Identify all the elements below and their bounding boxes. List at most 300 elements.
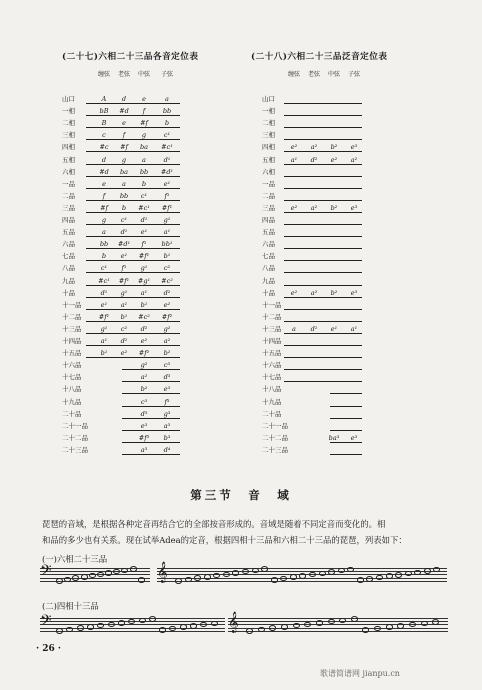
note-head (211, 621, 218, 627)
table_left-fret-line (86, 285, 180, 286)
table_left-note: b² (140, 385, 148, 394)
table_left-fret-label: 十一品 (62, 300, 82, 309)
table_left-note: a² (163, 337, 171, 345)
table_left-note: d² (163, 288, 171, 297)
table_left-note: c² (163, 264, 171, 273)
note-head (246, 628, 253, 634)
note-head (138, 577, 145, 583)
table_left-note: #d (99, 167, 109, 176)
note-head (271, 577, 278, 583)
table_left-note: #c¹ (98, 276, 110, 285)
table_left-note: e (102, 179, 106, 188)
table_right-note: a² (310, 143, 318, 152)
example-1-treble-staff (157, 562, 447, 583)
table_left-note: b (101, 252, 107, 261)
table_right-fret-line (284, 381, 362, 382)
treble-clef-icon: 𝄞 (157, 562, 168, 583)
table_left-note: f (122, 131, 126, 140)
table_left-fret-line (122, 369, 180, 370)
table_right-note: d² (310, 155, 318, 164)
note-head (339, 618, 346, 624)
table_left-note: #f³ (138, 433, 150, 442)
table_right-note: b² (330, 203, 338, 212)
table_right-fret-line (284, 260, 362, 261)
table_left-string-header: 中弦 (138, 71, 151, 78)
table_left-fret-line (86, 236, 180, 237)
table_left-note: g² (140, 361, 148, 370)
table_right-note: e² (330, 155, 338, 164)
table_right-note: a² (350, 155, 358, 164)
note-head (338, 568, 345, 574)
table_left-note: #g¹ (137, 276, 151, 285)
table_left-fret-line (86, 224, 180, 225)
note-head (328, 569, 335, 575)
note-head (366, 576, 373, 582)
table_left-note: g³ (163, 409, 171, 418)
note-head (258, 627, 265, 633)
note-head (149, 616, 156, 622)
staff-line (157, 571, 447, 572)
note-head (386, 573, 393, 579)
table_left-note: b (164, 119, 170, 128)
table_right-fret-label: 十四品 (262, 337, 282, 345)
table_right-fret-label: 六品 (262, 240, 275, 249)
note-head (105, 570, 112, 576)
table_left-fret-line (86, 272, 180, 273)
table_right-note: b² (330, 143, 338, 152)
table_left-note: f³ (164, 397, 170, 406)
table_left-fret-label: 十九品 (62, 397, 82, 406)
table_left-fret-line (122, 430, 180, 431)
table_left-fret-label: 十七品 (62, 373, 82, 382)
table_left-note: #c² (161, 276, 173, 285)
table_right-fret-line (330, 430, 362, 431)
table_right-fret-label: 二十一品 (262, 421, 288, 430)
table_left-note: g¹ (163, 216, 171, 224)
table_left-fret-label: 五相 (62, 155, 75, 164)
example-2-bass-staff (40, 612, 225, 633)
table_left-note: b¹ (140, 300, 148, 309)
table_left-fret-line (86, 345, 180, 346)
table-right-title: (二十八)六相二十三品泛音定位表 (251, 52, 388, 62)
table_left-note: #c² (138, 312, 150, 321)
example-2-treble-staff (228, 612, 448, 633)
table_left-note: d⁴ (163, 445, 171, 454)
note-head (386, 624, 393, 630)
table_left-note: d² (120, 337, 128, 345)
table_left-fret-line (86, 164, 180, 165)
table_right-fret-line (284, 236, 362, 237)
table_left-note: b¹ (120, 312, 128, 321)
table_left-note: e² (120, 349, 128, 358)
table_left-string-header: 缠弦 (98, 71, 111, 78)
table_left-fret-label: 九品 (62, 276, 75, 285)
table_right-fret-label: 山口 (262, 95, 275, 103)
table_left-fret-label: 十三品 (62, 324, 82, 333)
note-head (316, 620, 323, 626)
table_right-fret-line (330, 406, 362, 407)
table_left-fret-line (86, 260, 180, 261)
table_right-note: e² (290, 143, 298, 152)
note-head (77, 625, 84, 631)
table_left-note: c (102, 131, 106, 140)
table_right-fret-label: 四相 (262, 143, 275, 152)
table_right-fret-line (284, 369, 362, 370)
note-head (362, 627, 369, 633)
note-head (89, 573, 96, 579)
table_left-note: a¹ (163, 228, 171, 237)
table_right-note: a¹ (350, 324, 358, 333)
note-head (97, 572, 104, 578)
example-1-bass-staff (40, 562, 150, 583)
note-head (395, 572, 402, 578)
table_right-fret-label: 一相 (262, 107, 275, 116)
table_left-note: #f² (138, 349, 150, 358)
note-head (56, 578, 63, 584)
table_left-note: c¹ (163, 131, 171, 140)
table_left-note: a (102, 228, 106, 237)
table_right-note: a² (310, 203, 318, 212)
note-head (108, 622, 115, 628)
table_right-string-header: 中弦 (328, 71, 341, 78)
section-title: 第三节 音 域 (190, 488, 292, 502)
table_left-note: e¹ (163, 179, 171, 188)
table_right-string-header: 缠弦 (288, 71, 301, 78)
table_right-fret-label: 二十品 (262, 409, 282, 418)
page-number: · 26 · (36, 644, 62, 654)
table_right-note: e¹ (330, 324, 338, 333)
treble-clef-icon: 𝄞 (228, 612, 239, 633)
note-head (204, 574, 211, 580)
table_left-fret-line (86, 321, 180, 322)
table_left-note: d³ (163, 373, 171, 382)
table_left-note: b (141, 179, 147, 188)
table_left-note: c¹ (100, 264, 108, 273)
table_right-fret-label: 三相 (262, 131, 275, 140)
note-head (139, 618, 146, 624)
table_right-fret-label: 二十二品 (262, 433, 288, 442)
table_left-fret-label: 三品 (62, 203, 75, 212)
table_left-fret-line (86, 115, 180, 116)
table_left-fret-label: 十五品 (62, 349, 82, 358)
table_left-fret-line (122, 406, 180, 407)
table_right-fret-line (330, 418, 362, 419)
table_left-string-header: 子弦 (161, 71, 174, 78)
table_left-fret-label: 山口 (62, 95, 75, 103)
note-head (421, 621, 428, 627)
table_left-note: d² (140, 324, 148, 333)
table_left-note: #d¹ (160, 167, 174, 176)
table_left-note: g¹ (120, 288, 128, 297)
table_left-note: c³ (163, 361, 171, 370)
table_left-fret-label: 六相 (62, 167, 75, 176)
table_left-note: bb¹ (161, 240, 173, 249)
note-head (81, 574, 88, 580)
table_right-fret-line (330, 393, 362, 394)
table_right-fret-line (284, 188, 362, 189)
note-head (159, 627, 166, 633)
table_left-note: #c¹ (161, 143, 173, 152)
table_left-fret-line (86, 176, 180, 177)
table_left-fret-line (86, 127, 180, 128)
table_left-note: d¹ (163, 155, 171, 164)
table_left-fret-label: 二十品 (62, 409, 82, 418)
bass-clef-icon: 𝄢 (40, 612, 52, 633)
note-head (180, 624, 187, 630)
table_left-note: bb (99, 240, 109, 249)
note-head (432, 619, 439, 625)
table_left-fret-label: 七品 (62, 252, 75, 261)
table_left-fret-label: 十八品 (62, 385, 82, 394)
table_left-note: e¹ (140, 228, 148, 237)
table_left-fret-line (86, 139, 180, 140)
table_left-note: a (122, 179, 126, 188)
paragraph-line-1: 琵琶的音域，是根据各种定音再结合它的全部按音形成的。音域是随着不同定音而变化的。相 (42, 519, 386, 529)
table_right-fret-label: 六相 (262, 167, 275, 176)
table_right-fret-line (284, 200, 362, 201)
table_left-note: b (121, 203, 127, 212)
table_left-note: g (141, 131, 147, 140)
table_left-note: f (102, 191, 106, 200)
table_left-note: g¹ (100, 324, 108, 333)
table_left-fret-line (86, 357, 180, 358)
table_right-fret-label: 三品 (262, 203, 275, 212)
table_left-note: c¹ (140, 191, 148, 200)
table_right-fret-line (284, 297, 362, 298)
table_right-fret-label: 十六品 (262, 361, 282, 370)
table_left-note: e³ (140, 421, 148, 430)
note-head (200, 622, 207, 628)
table_left-fret-line (86, 103, 180, 104)
table_left-note: a² (140, 373, 148, 382)
table_left-note: #f¹ (138, 252, 150, 261)
table_right-fret-label: 五品 (262, 228, 275, 237)
table_left-note: e² (140, 337, 148, 345)
table_right-fret-line (284, 212, 362, 213)
table_left-fret-label: 二品 (62, 191, 75, 200)
table_right-fret-line (284, 224, 362, 225)
table_left-note: f¹ (141, 240, 147, 249)
table_right-fret-label: 十七品 (262, 373, 282, 382)
note-head (87, 624, 94, 630)
table_left-note: f¹ (121, 264, 127, 273)
table-left-title: (二十七)六相二十三品各音定位表 (62, 52, 199, 62)
note-head (357, 577, 364, 583)
table_left-note: #d¹ (117, 240, 131, 249)
table_left-note: g² (163, 324, 171, 333)
table_right-fret-label: 十品 (262, 288, 275, 297)
note-head (424, 568, 431, 574)
table_left-note: a (142, 155, 146, 164)
table_right-fret-line (284, 127, 362, 128)
note-head (252, 568, 259, 574)
table_right-note: e³ (350, 143, 358, 152)
table_left-fret-label: 十六品 (62, 361, 82, 370)
table_right-fret-label: 一品 (262, 179, 275, 188)
table_left-fret-label: 三相 (62, 131, 75, 140)
table_left-fret-line (86, 333, 180, 334)
example-2-label: (二)四相十三品 (42, 601, 99, 611)
table_right-fret-label: 十九品 (262, 397, 282, 406)
table_left-note: d³ (140, 409, 148, 418)
table_left-note: b² (163, 349, 171, 358)
note-head (328, 619, 335, 625)
table_left-note: a¹ (140, 288, 148, 297)
table_right-fret-label: 十三品 (262, 324, 282, 333)
table_right-fret-label: 二相 (262, 119, 275, 128)
staff-line (157, 581, 447, 582)
note-head (223, 572, 230, 578)
table_left-note: e (122, 119, 126, 128)
table_left-note: e³ (163, 385, 171, 394)
table_left-note: a¹ (120, 300, 128, 309)
note-head (304, 622, 311, 628)
table_right-fret-label: 五相 (262, 155, 275, 164)
table_left-note: b³ (163, 433, 171, 442)
note-head (130, 566, 137, 572)
table_left-note: bb (119, 191, 129, 200)
table_left-fret-label: 六品 (62, 240, 75, 249)
table_left-note: #f (120, 143, 128, 152)
table_left-note: B (101, 119, 107, 128)
note-head (319, 571, 326, 577)
table_left-fret-label: 一品 (62, 179, 75, 188)
note-head (376, 575, 383, 581)
table_left-note: #c¹ (138, 203, 150, 212)
table_right-fret-label: 十五品 (262, 349, 282, 358)
note-head (121, 568, 128, 574)
note-head (175, 578, 182, 584)
table_left-fret-line (86, 309, 180, 310)
table_left-note: #f² (161, 312, 173, 321)
table_right-note: a¹ (290, 155, 298, 164)
table_right-fret-line (330, 454, 362, 455)
table_left-note: bb (139, 167, 149, 176)
table_left-note: g (101, 216, 107, 224)
table_left-fret-label: 二十三品 (62, 445, 88, 454)
note-head (185, 577, 192, 583)
table_right-fret-line (284, 285, 362, 286)
table_left-note: g (121, 155, 127, 164)
table_left-note: #f (100, 203, 108, 212)
table_left-note: d¹ (100, 288, 108, 297)
table_left-note: a (165, 95, 169, 103)
table_left-fret-label: 十二品 (62, 312, 82, 321)
watermark: 歌谱简谱网 jianpu.cn (320, 669, 400, 678)
table_left-note: #f¹ (118, 276, 130, 285)
note-head (405, 571, 412, 577)
note-head (351, 616, 358, 622)
table_left-fret-line (86, 200, 180, 201)
table_right-fret-label: 十二品 (262, 312, 282, 321)
note-head (409, 622, 416, 628)
table_left-note: #f (140, 119, 148, 128)
table_left-fret-label: 一相 (62, 107, 75, 116)
note-head (290, 574, 297, 580)
table_left-note: b¹ (100, 349, 108, 358)
note-head (293, 623, 300, 629)
table_right-note: a (292, 324, 296, 333)
note-head (309, 572, 316, 578)
table_left-fret-label: 八品 (62, 264, 75, 273)
table_left-note: b¹ (163, 252, 171, 261)
table_left-fret-label: 四相 (62, 143, 75, 152)
table_right-note: e³ (350, 203, 358, 212)
table_left-fret-line (122, 442, 180, 443)
table_left-note: c² (120, 324, 128, 333)
table_right-fret-label: 十一品 (262, 300, 282, 309)
table_right-note: e³ (350, 288, 358, 297)
table_right-string-header: 子弦 (348, 71, 361, 78)
table_left-note: f (142, 107, 146, 116)
staff-line (228, 618, 448, 619)
table_right-fret-line (284, 151, 362, 152)
table_left-note: #d (119, 107, 129, 116)
bass-clef-icon: 𝄢 (40, 562, 52, 583)
table_left-note: d (101, 155, 107, 164)
table_left-note: bB (99, 107, 109, 116)
note-head (56, 628, 63, 634)
note-head (261, 566, 268, 572)
table_left-fret-label: 四品 (62, 216, 75, 224)
table_left-note: e¹ (100, 300, 108, 309)
table_right-fret-line (284, 309, 362, 310)
table_left-note: ba (119, 167, 129, 176)
table_left-note: g¹ (140, 264, 148, 273)
table_left-note: f¹ (164, 191, 170, 200)
table_left-note: #f¹ (98, 312, 110, 321)
table_left-fret-label: 十品 (62, 288, 75, 297)
table_left-fret-label: 二十二品 (62, 433, 88, 442)
table_right-fret-label: 二十三品 (262, 445, 288, 454)
note-head (118, 620, 125, 626)
table_left-note: ba (139, 143, 149, 152)
note-head (281, 624, 288, 630)
table_right-fret-label: 七品 (262, 252, 275, 261)
table_right-note: e² (290, 203, 298, 212)
table_right-fret-line (284, 103, 362, 104)
table_left-fret-line (122, 418, 180, 419)
table_left-note: bb (162, 107, 172, 116)
table_left-fret-line (86, 248, 180, 249)
table_left-fret-label: 五品 (62, 228, 75, 237)
table_left-note: d¹ (140, 216, 148, 224)
staff-line (40, 624, 225, 625)
paragraph-line-2: 和品的多少也有关系。现在试举Adea的定音，根据四相十三品和六相二十三品的琵琶，列表如下： (42, 535, 407, 545)
table_right-fret-line (284, 164, 362, 165)
table_left-note: a³ (140, 445, 148, 454)
table_left-note: d¹ (120, 228, 128, 237)
table_left-note: c¹ (120, 216, 128, 224)
table_left-fret-line (122, 454, 180, 455)
table_left-note: A (101, 95, 107, 103)
table_left-fret-line (122, 381, 180, 382)
table_right-fret-label: 八品 (262, 264, 275, 273)
table_right-fret-line (330, 442, 362, 443)
note-head (299, 573, 306, 579)
table_left-fret-label: 十四品 (62, 337, 82, 345)
table_right-fret-label: 四品 (262, 216, 275, 224)
table_right-fret-line (284, 333, 362, 334)
table_right-fret-line (284, 115, 362, 116)
table_left-fret-line (122, 393, 180, 394)
table_right-fret-label: 十八品 (262, 385, 282, 394)
table_right-note: e² (290, 288, 298, 297)
table_left-string-header: 老弦 (118, 71, 131, 78)
table_left-note: e¹ (120, 252, 128, 261)
table_right-note: b² (330, 288, 338, 297)
note-head (194, 575, 201, 581)
